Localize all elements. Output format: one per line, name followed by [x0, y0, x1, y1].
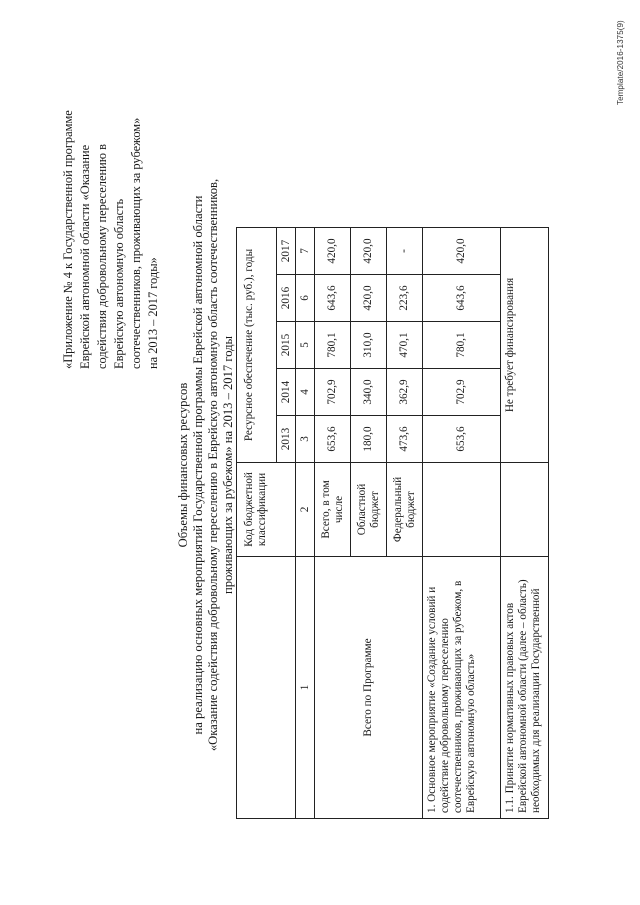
value-cell: 473,6	[387, 416, 423, 463]
year-cell: 2015	[277, 322, 296, 369]
value-cell: 310,0	[351, 322, 387, 369]
value-cell: 643,6	[315, 275, 351, 322]
value-cell: 653,6	[423, 416, 501, 463]
column-number: 7	[296, 228, 315, 275]
main-activity-label: 1. Основное мероприятие «Создание условий и содействие добровольному переселению соотечественников, проживающих за рубежом, в Еврейскую автономную область»	[423, 557, 501, 819]
column-number: 5	[296, 322, 315, 369]
appendix-line: Еврейскую автономную область	[112, 198, 126, 369]
sub-activity-code	[501, 463, 549, 557]
column-number: 2	[296, 463, 315, 557]
year-cell: 2017	[277, 228, 296, 275]
total-label: Всего по Программе	[315, 557, 423, 819]
template-stamp: Template/2016-1375(9)	[616, 20, 625, 105]
value-cell: 362,9	[387, 369, 423, 416]
year-cell: 2016	[277, 275, 296, 322]
sub-activity-label: 1.1. Принятие нормативных правовых актов Еврейской автономной области (далее – область) необходимых для реализации Государственной	[501, 557, 549, 819]
source-cell: Областной бюджет	[351, 463, 387, 557]
appendix-line: соотечественников, проживающих за рубежом»	[129, 117, 143, 369]
value-cell: 340,0	[351, 369, 387, 416]
column-number: 4	[296, 369, 315, 416]
appendix-line: Еврейской автономной области «Оказание	[78, 144, 92, 369]
column-number: 6	[296, 275, 315, 322]
appendix-line: «Приложение № 4 к Государственной программе	[61, 110, 75, 369]
main-activity-row	[423, 228, 501, 819]
header-resource-cell: Ресурсное обеспечение (тыс. руб.), годы	[237, 228, 277, 463]
value-cell: -	[387, 228, 423, 275]
value-cell: 420,0	[351, 275, 387, 322]
value-cell: 223,6	[387, 275, 423, 322]
column-number: 3	[296, 416, 315, 463]
source-cell: Всего, в том числе	[315, 463, 351, 557]
title-line: на реализацию основных мероприятий Государственной программы Еврейской автономной области	[191, 195, 205, 735]
sub-activity-row	[501, 228, 549, 819]
year-cell: 2013	[277, 416, 296, 463]
column-number-row	[296, 228, 315, 819]
value-cell: 702,9	[315, 369, 351, 416]
no-funding-note: Не требует финансирования	[501, 228, 549, 463]
title-line: проживающих за рубежом» на 2013 – 2017 годы	[221, 335, 235, 595]
header-name-cell	[237, 557, 296, 819]
source-cell: Федеральный бюджет	[387, 463, 423, 557]
appendix-line: на 2013 – 2017 годы»	[146, 257, 160, 369]
title-line: Объемы финансовых ресурсов	[176, 382, 190, 548]
header-row	[237, 228, 277, 819]
value-cell: 470,1	[387, 322, 423, 369]
title-line: «Оказание содействия добровольному переселению в Еврейскую автономную область соотечественников,	[206, 178, 220, 752]
header-code-cell: Код бюджетной классификации	[237, 463, 296, 557]
finance-table	[236, 227, 549, 819]
main-activity-code	[423, 463, 501, 557]
value-cell: 180,0	[351, 416, 387, 463]
document-title	[176, 115, 236, 815]
column-number: 1	[296, 557, 315, 819]
value-cell: 643,6	[423, 275, 501, 322]
value-cell: 420,0	[351, 228, 387, 275]
total-row	[315, 228, 351, 819]
appendix-line: содействия добровольному переселению в	[95, 144, 109, 369]
value-cell: 780,1	[315, 322, 351, 369]
value-cell: 702,9	[423, 369, 501, 416]
value-cell: 420,0	[423, 228, 501, 275]
appendix-header	[60, 49, 162, 369]
value-cell: 653,6	[315, 416, 351, 463]
value-cell: 420,0	[315, 228, 351, 275]
value-cell: 780,1	[423, 322, 501, 369]
year-cell: 2014	[277, 369, 296, 416]
